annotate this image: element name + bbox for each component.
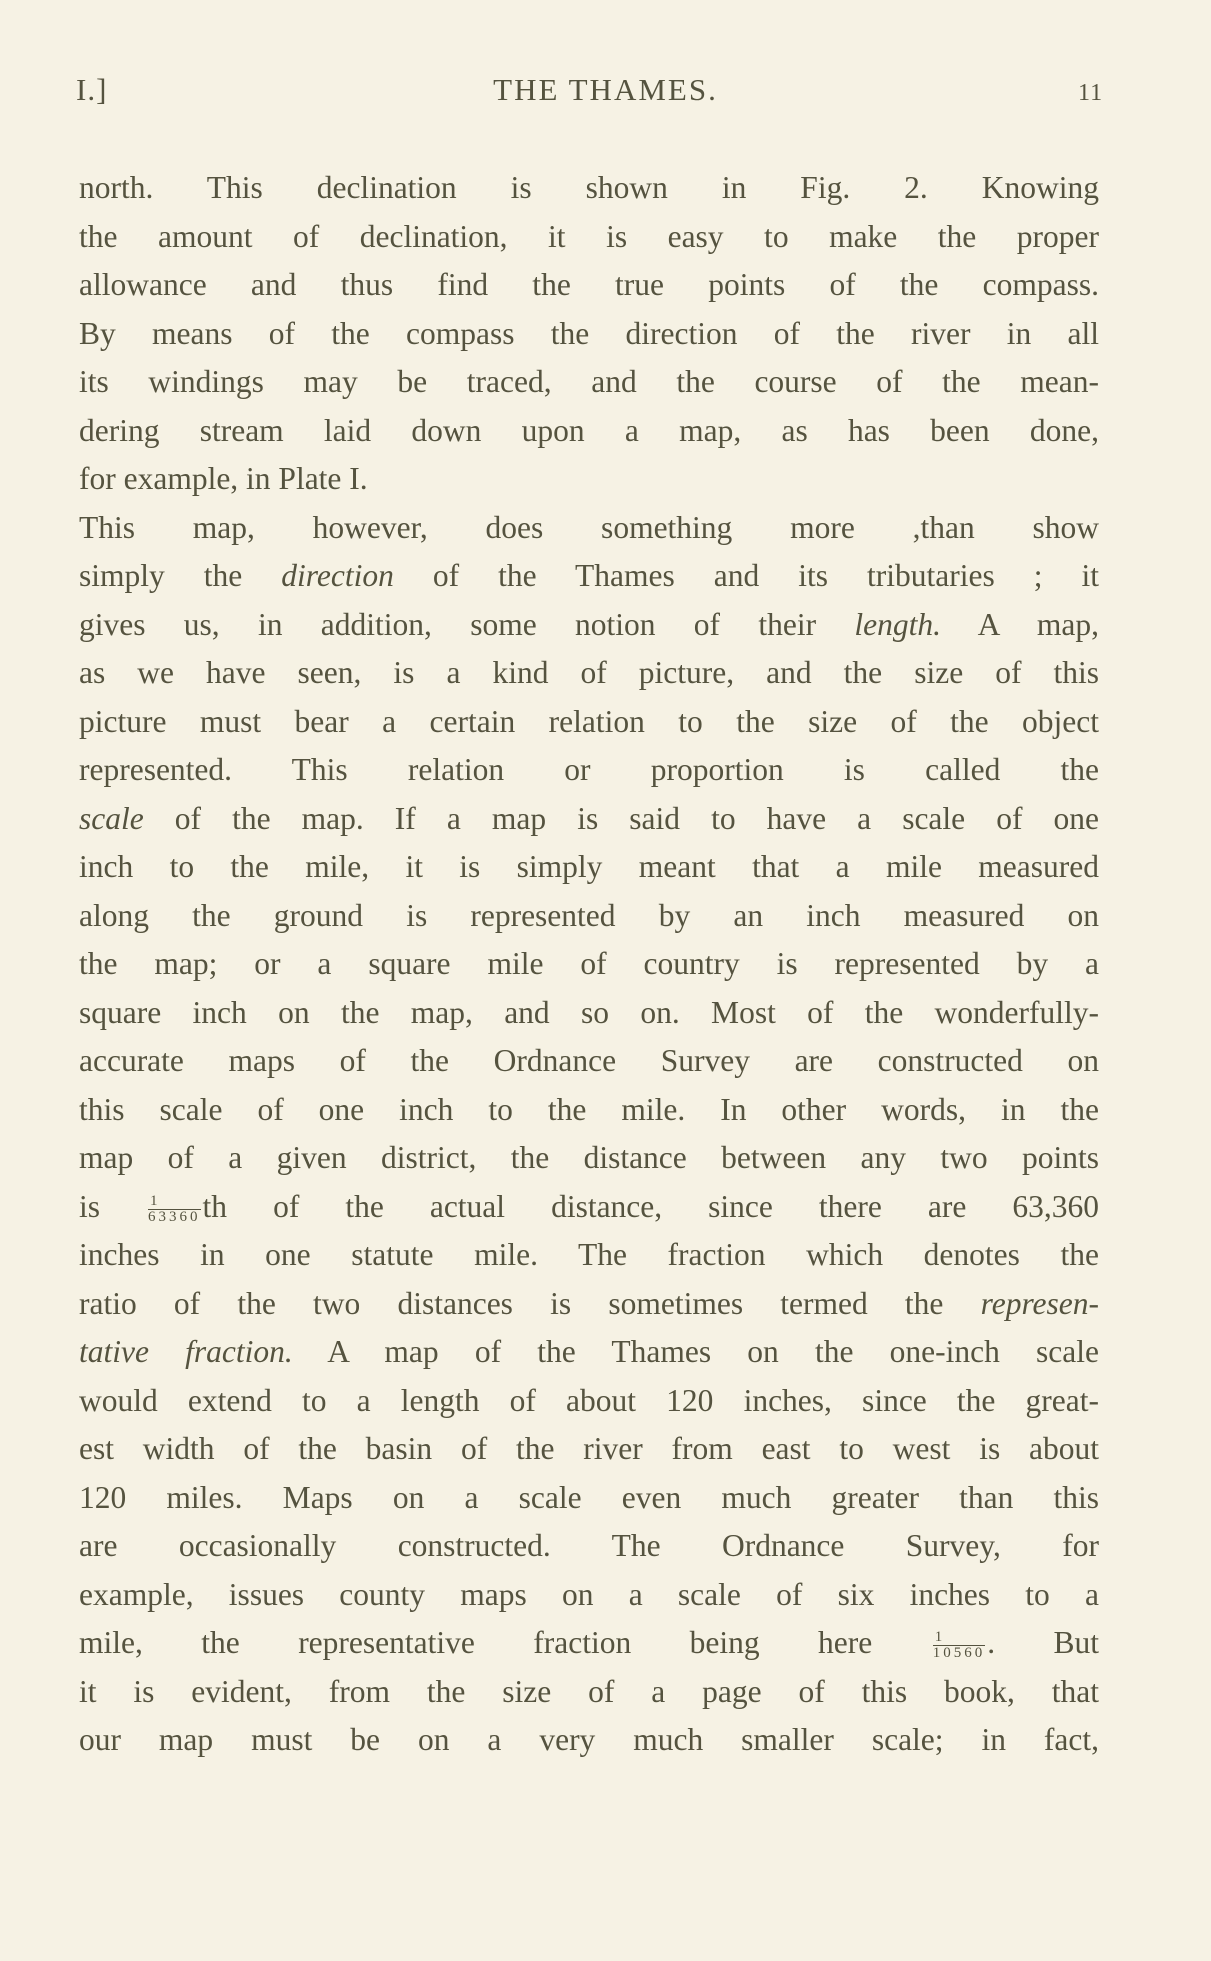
- text-line: [79, 1328, 1099, 1377]
- italic-text: direction: [281, 558, 394, 593]
- italic-text: represen-: [980, 1285, 1099, 1321]
- text-line: [79, 1183, 1099, 1232]
- italic-text: scale: [79, 800, 144, 836]
- text-segment: its windings may be traced, and the course of the mean-: [79, 364, 1099, 399]
- text-segment: allowance and thus find the true points of the compass.: [79, 267, 1099, 302]
- text-segment: inch to the mile, it is simply meant that a mile measured: [79, 849, 1099, 884]
- text-segment: A map,: [941, 606, 1099, 642]
- text-segment: square inch on the map, and so on. Most of the wonderfully-: [79, 994, 1099, 1030]
- text-line: [79, 1425, 1099, 1474]
- text-segment: along the ground is represented by an inch measured on: [79, 897, 1099, 933]
- text-segment: picture must bear a certain relation to the size of the object: [79, 703, 1099, 739]
- text-line: [79, 358, 1099, 407]
- text-segment: dering stream laid down upon a map, as has been done,: [79, 412, 1099, 448]
- text-segment: . But: [987, 1625, 1100, 1660]
- text-segment: would extend to a length of about 120 inches, since the great-: [79, 1382, 1099, 1418]
- text-line: [79, 746, 1099, 795]
- text-segment: are occasionally constructed. The Ordnance Survey, for: [79, 1528, 1099, 1563]
- text-segment: ratio of the two distances is sometimes termed the: [79, 1285, 981, 1321]
- text-line: [79, 940, 1099, 989]
- text-segment: th of the actual distance, since there are 63,360: [202, 1188, 1099, 1224]
- text-line: [79, 1474, 1099, 1523]
- fraction-denominator: 63360: [148, 1208, 201, 1225]
- text-segment: is: [79, 1188, 147, 1224]
- text-line: [79, 164, 1099, 213]
- text-segment: represented. This relation or proportion is called the: [79, 752, 1099, 787]
- running-title: THE THAMES.: [493, 72, 718, 107]
- fraction: [933, 1630, 986, 1661]
- text-segment: as we have seen, is a kind of picture, and the size of this: [79, 655, 1099, 690]
- text-segment: it is evident, from the size of a page of this book, that: [79, 1673, 1099, 1709]
- text-segment: of the Thames and its tributaries ; it: [393, 558, 1100, 593]
- text-line: [79, 843, 1099, 892]
- text-segment: the map; or a square mile of country is represented by a: [79, 946, 1099, 981]
- text-segment: mile, the representative fraction being here: [79, 1625, 931, 1660]
- text-line: [79, 1134, 1099, 1183]
- text-segment: example, issues county maps on a scale of six inches to a: [79, 1576, 1099, 1612]
- text-line: [79, 892, 1099, 941]
- text-segment: this scale of one inch to the mile. In other words, in the: [79, 1091, 1099, 1127]
- text-segment: 120 miles. Maps on a scale even much greater than this: [79, 1479, 1099, 1515]
- text-line: [79, 1716, 1099, 1765]
- text-line: [79, 601, 1099, 650]
- page-number: 11: [1078, 80, 1104, 106]
- italic-text: tative fraction.: [79, 1334, 293, 1369]
- text-line: [79, 1377, 1099, 1426]
- text-line: [79, 455, 1099, 504]
- text-line: [79, 1037, 1099, 1086]
- fraction: [148, 1194, 201, 1225]
- body-text: [79, 164, 1099, 1765]
- text-segment: the amount of declination, it is easy to make the proper: [79, 218, 1099, 254]
- text-line: [79, 795, 1099, 844]
- text-segment: gives us, in addition, some notion of their: [79, 606, 855, 642]
- fraction-denominator: 10560: [932, 1645, 986, 1662]
- italic-text: length.: [854, 606, 941, 642]
- text-segment: By means of the compass the direction of the river in all: [79, 315, 1099, 351]
- text-line: [79, 698, 1099, 747]
- text-segment: accurate maps of the Ordnance Survey are constructed on: [79, 1043, 1099, 1078]
- text-segment: for example, in Plate I.: [79, 461, 368, 496]
- text-line: [79, 649, 1099, 698]
- fraction-numerator: 1: [148, 1194, 201, 1210]
- text-segment: our map must be on a very much smaller scale; in fact,: [79, 1722, 1099, 1757]
- text-segment: A map of the Thames on the one-inch scale: [292, 1334, 1099, 1369]
- text-segment: This map, however, does something more ,than show: [79, 509, 1099, 545]
- chapter-marker: I.]: [76, 72, 108, 107]
- text-line: [79, 261, 1099, 310]
- text-line: [79, 1231, 1099, 1280]
- text-segment: simply the: [79, 558, 282, 593]
- text-line: [79, 407, 1099, 456]
- text-line: [79, 1280, 1099, 1329]
- text-line: [79, 213, 1099, 262]
- text-line: [79, 504, 1099, 553]
- text-line: [79, 1086, 1099, 1135]
- fraction-numerator: 1: [933, 1630, 986, 1646]
- text-line: [79, 552, 1099, 601]
- text-segment: of the map. If a map is said to have a scale of one: [143, 800, 1099, 836]
- text-line: [79, 989, 1099, 1038]
- text-line: [79, 310, 1099, 359]
- text-segment: inches in one statute mile. The fraction which denotes the: [79, 1237, 1099, 1272]
- text-line: [79, 1619, 1099, 1668]
- text-line: [79, 1668, 1099, 1717]
- text-segment: map of a given district, the distance between any two points: [79, 1140, 1099, 1175]
- text-line: [79, 1522, 1099, 1571]
- text-segment: est width of the basin of the river from east to west is about: [79, 1431, 1099, 1466]
- text-segment: north. This declination is shown in Fig. 2. Knowing: [79, 170, 1099, 205]
- text-line: [79, 1571, 1099, 1620]
